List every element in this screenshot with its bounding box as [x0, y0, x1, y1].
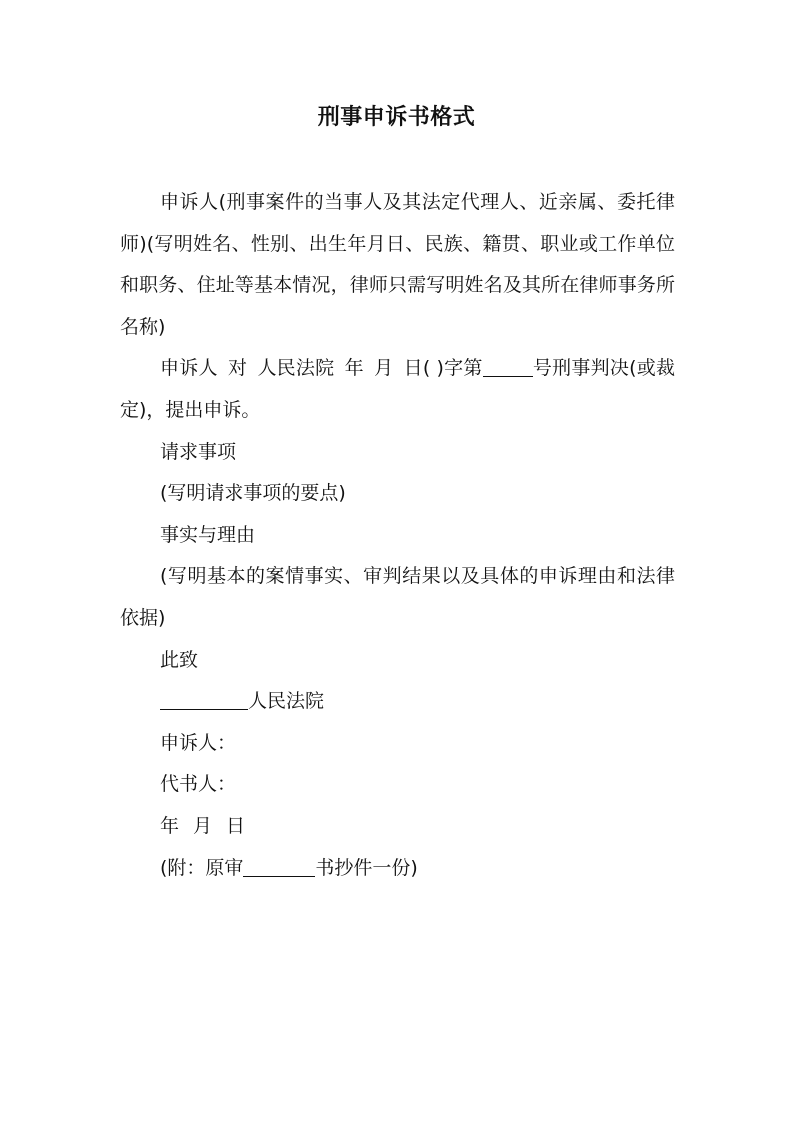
document-body [120, 182, 675, 889]
heading-requests: 请求事项 [160, 440, 237, 463]
document-title: 刑事申诉书格式 [317, 105, 476, 130]
paragraph-appeal-statement [120, 348, 675, 431]
text-segment: 号刑事判决(或裁定)，提出申诉。 [120, 357, 675, 421]
paragraph-requests: (写明请求事项的要点) [160, 482, 346, 505]
text-segment: 人民法院 [257, 357, 335, 380]
paragraph-facts-reasons: (写明基本的案情事实、审判结果以及具体的申诉理由和法律依据) [120, 565, 675, 629]
text-segment: 申诉人 [160, 357, 218, 380]
heading-facts-reasons: 事实与理由 [160, 523, 256, 546]
paragraph-appellant-info: 申诉人(刑事案件的当事人及其法定代理人、近亲属、委托律师)(写明姓名、性别、出生年月日、民族、籍贯、职业或工作单位和职务、住址等基本情况，律师只需写明姓名及其所在律师事务所名称) [120, 191, 675, 338]
blank-line [243, 857, 315, 877]
court-suffix: 人民法院 [248, 690, 325, 713]
signature-scribe: 代书人： [160, 773, 237, 796]
date-day: 日 [226, 814, 246, 837]
blank-line [483, 357, 533, 377]
text-segment: (附：原审 [160, 856, 244, 879]
text-segment: 书抄件一份) [315, 856, 418, 879]
attachment-note [120, 848, 675, 890]
addressee-court [120, 681, 675, 723]
text-segment: 年 [344, 357, 364, 380]
text-segment: 日( )字第 [403, 357, 483, 380]
text-segment: 月 [373, 357, 394, 380]
signature-appellant: 申诉人： [160, 731, 237, 754]
date-year: 年 [160, 814, 180, 837]
date-month: 月 [193, 814, 213, 837]
closing-salutation: 此致 [160, 648, 199, 671]
text-segment: 对 [227, 357, 248, 380]
date-line [120, 806, 675, 848]
blank-line [160, 690, 248, 710]
